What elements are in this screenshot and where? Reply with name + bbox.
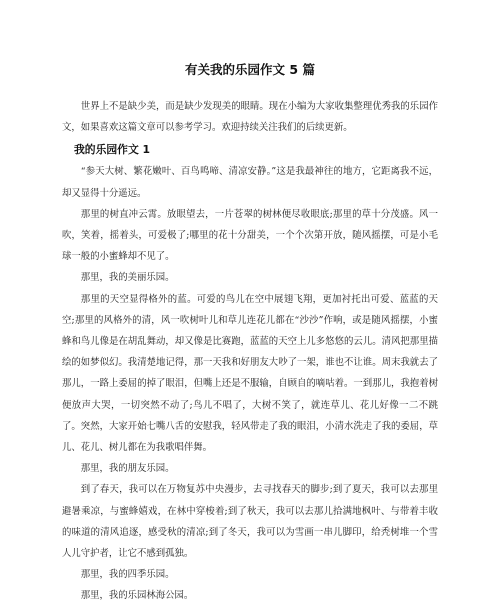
section-heading: 我的乐园作文 1 (74, 143, 151, 157)
body-paragraph: 那里，我的乐园林海公园。 (80, 590, 194, 602)
body-paragraph: “参天大树、繁花嫩叶、百鸟鸣啼、清凉安静。”这是我最神往的地方，它距离我不远，却又显得十分遥远。 (62, 166, 438, 199)
body-paragraph: 那里，我的美丽乐园。 (80, 272, 175, 284)
body-paragraph: 那里的树直冲云霄。放眼望去，一片苍翠的树林便尽收眼底;那里的草十分茂盛。风一吹，笑着，摇着头，可爱极了;哪里的花十分甜美，一个个次第开放，随风摇摆，可是小毛球一般的小蜜蜂却不见了。 (62, 208, 438, 263)
intro-paragraph: 世界上不是缺少美，而是缺少发现美的眼睛。现在小编为大家收集整理优秀我的乐园作文，如果喜欢这篇文章可以参考学习。欢迎持续关注我们的后续更新。 (62, 101, 438, 134)
body-paragraph: 那里，我的朋友乐园。 (80, 463, 175, 475)
document-title: 有关我的乐园作文 5 篇 (185, 62, 315, 77)
body-paragraph: 那里，我的四季乐园。 (80, 569, 175, 581)
body-paragraph: 那里的天空显得格外的蓝。可爱的鸟儿在空中展翅飞翔，更加衬托出可爱、蓝蓝的天空;那里的风格外的清，风一吹树叶儿和草儿连花儿都在“沙沙”作响，或是随风摇摆，小蜜蜂和鸟儿像是在胡乱舞动，却又像是比赛跑，蓝蓝的天空上儿多悠悠的云儿。清风把那里描绘的如梦似幻。我清楚地记得，那一天我和好朋友大吵了一架，谁也不让谁。周末我就去了那儿，一路上委屈的掉了眼泪，但嘴上还是不服输，自顾自的嘀咕着。一到那儿，我抱着树便放声大哭，一切突然不动了;鸟儿不唱了，大树不笑了，就连草儿、花儿好像一二不跳了。突然，大家开始七嘴八舌的安慰我，轻风带走了我的眼泪，小清水洗走了我的委屈，草儿、花儿、树儿都在为我歌唱伴舞。 (62, 293, 438, 454)
body-paragraph: 到了春天，我可以在万物复苏中央漫步，去寻找春天的脚步;到了夏天，我可以去那里避暑乘凉，与蜜蜂嬉戏，在林中穿梭着;到了秋天，我可以去那儿拾满地枫叶、与带着丰收的味道的清风追逐，感受秋的清凉;到了冬天，我可以为雪画一串儿脚印，给秃树堆一个雪人儿守护者，让它不感到孤独。 (62, 484, 438, 560)
